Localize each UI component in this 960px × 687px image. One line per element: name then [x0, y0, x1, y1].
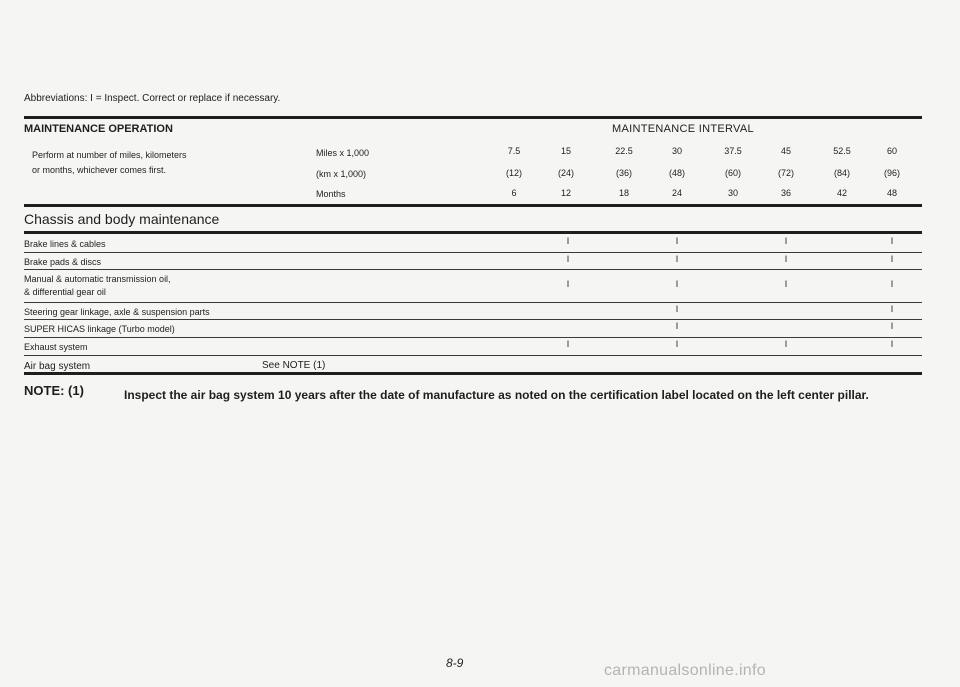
inspect-mark: I: [566, 339, 570, 349]
miles-value: 60: [886, 146, 897, 156]
km-value: (12): [505, 168, 522, 178]
inspect-mark: I: [675, 339, 679, 349]
table-bottom-rule: [24, 372, 922, 375]
inspect-mark: I: [675, 321, 679, 331]
perform-instruction: [32, 148, 187, 178]
note-text: Inspect the air bag system 10 years after the date of manufacture as noted on the certification label located on the left center pillar.: [124, 388, 869, 402]
months-label: Months: [316, 189, 346, 199]
inspect-mark: I: [675, 279, 679, 289]
km-value: (48): [668, 168, 685, 178]
km-value: (24): [557, 168, 574, 178]
months-value: 42: [836, 188, 847, 198]
miles-value: 30: [671, 146, 682, 156]
inspect-mark: I: [675, 236, 679, 246]
inspect-mark: I: [566, 236, 570, 246]
row-label-air-bag: Air bag system: [24, 361, 91, 372]
km-value: (36): [615, 168, 632, 178]
row-divider: [24, 269, 922, 270]
inspect-mark: I: [890, 236, 894, 246]
inspect-mark: I: [566, 279, 570, 289]
km-value: (84): [833, 168, 850, 178]
abbreviations-note: Abbreviations: I = Inspect. Correct or replace if necessary.: [24, 93, 281, 104]
inspect-mark: I: [784, 236, 788, 246]
inspect-mark: I: [784, 339, 788, 349]
months-value: 30: [727, 188, 738, 198]
inspect-mark: I: [784, 279, 788, 289]
row-label-exhaust: Exhaust system: [24, 342, 88, 352]
row-label-steering: Steering gear linkage, axle & suspension parts: [24, 307, 210, 317]
miles-value: 15: [560, 146, 571, 156]
km-value: (72): [777, 168, 794, 178]
miles-value: 7.5: [507, 146, 521, 156]
km-value: (60): [724, 168, 741, 178]
header-rule: [24, 204, 922, 207]
km-value: (96): [883, 168, 900, 178]
miles-value: 45: [780, 146, 791, 156]
inspect-mark: I: [890, 321, 894, 331]
row-label-super-hicas: SUPER HICAS linkage (Turbo model): [24, 324, 175, 334]
row-divider: [24, 252, 922, 253]
months-value: 48: [886, 188, 897, 198]
interval-title: MAINTENANCE INTERVAL: [612, 123, 754, 135]
row-divider: [24, 302, 922, 303]
section-title: Chassis and body maintenance: [24, 211, 220, 227]
inspect-mark: I: [566, 254, 570, 264]
months-value: 12: [560, 188, 571, 198]
row-label-transmission-oil: [24, 273, 171, 299]
row-divider: [24, 355, 922, 356]
inspect-mark: I: [890, 339, 894, 349]
inspect-mark: I: [784, 254, 788, 264]
note-label: NOTE: (1): [24, 383, 84, 398]
perform-line-2: or months, whichever comes first.: [32, 165, 167, 175]
months-value: 36: [780, 188, 791, 198]
row-divider: [24, 337, 922, 338]
watermark: carmanualsonline.info: [604, 662, 766, 679]
row-label-line-2: & differential gear oil: [24, 287, 106, 297]
months-value: 24: [671, 188, 682, 198]
section-rule: [24, 231, 922, 234]
note-reference: See NOTE (1): [262, 360, 326, 371]
row-divider: [24, 319, 922, 320]
inspect-mark: I: [890, 254, 894, 264]
row-label-line-1: Manual & automatic transmission oil,: [24, 274, 171, 284]
months-value: 6: [511, 188, 517, 198]
months-value: 18: [618, 188, 629, 198]
inspect-mark: I: [890, 304, 894, 314]
miles-value: 22.5: [615, 146, 633, 156]
inspect-mark: I: [675, 304, 679, 314]
inspect-mark: I: [890, 279, 894, 289]
operation-title: MAINTENANCE OPERATION: [24, 123, 173, 135]
row-label-brake-pads: Brake pads & discs: [24, 257, 102, 267]
miles-label: Miles x 1,000: [316, 148, 370, 158]
inspect-mark: I: [675, 254, 679, 264]
top-rule: [24, 116, 922, 119]
page-number: 8-9: [446, 656, 464, 670]
perform-line-1: Perform at number of miles, kilometers: [32, 150, 187, 160]
km-label: (km x 1,000): [316, 169, 367, 179]
row-label-brake-lines: Brake lines & cables: [24, 239, 106, 249]
miles-value: 52.5: [833, 146, 851, 156]
miles-value: 37.5: [724, 146, 742, 156]
